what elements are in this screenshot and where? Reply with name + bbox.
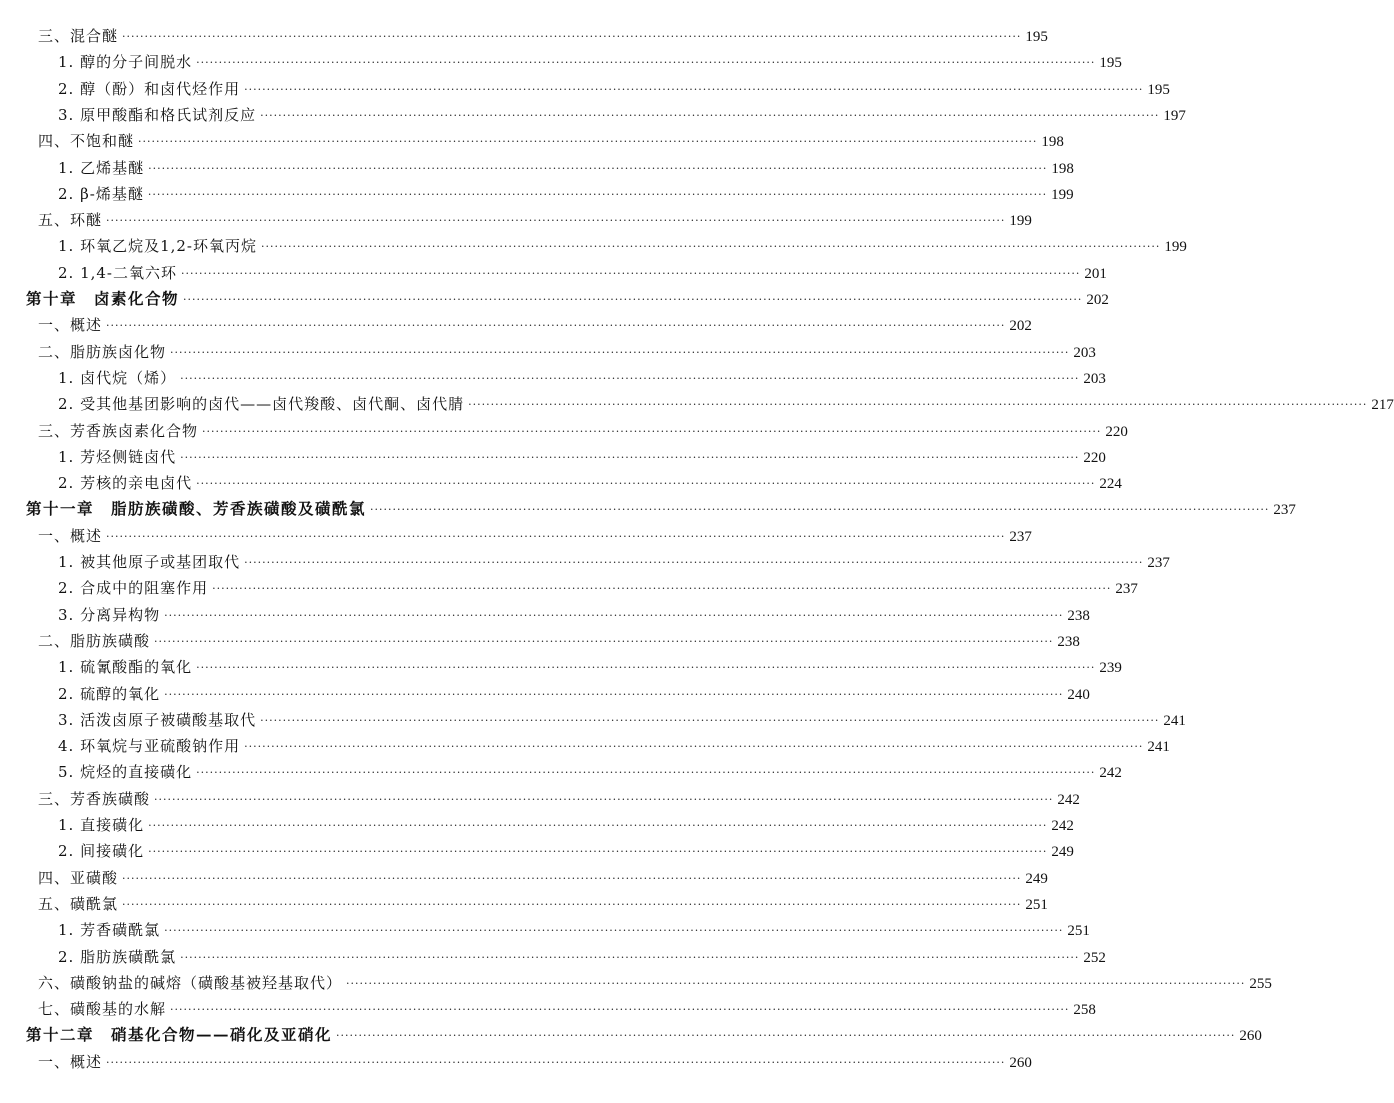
toc-item-row — [0, 730, 1170, 756]
toc-section-row — [0, 862, 1048, 888]
toc-entry-title: 第十二章 硝基化合物——硝化及亚硝化 — [26, 1025, 333, 1045]
toc-entry-title: 三、芳香族卤素化合物 — [38, 421, 199, 440]
toc-page-number: 258 — [1073, 1002, 1096, 1019]
dot-leader: ········································································································································································································ — [147, 187, 1048, 201]
toc-page-number: 237 — [1147, 555, 1170, 571]
toc-entry-title: 三、混合醚 — [38, 27, 119, 45]
toc-entry-title: 二、脂肪族卤化物 — [38, 342, 167, 361]
dot-leader: ········································································································································································································ — [202, 424, 1102, 438]
toc-page-number: 195 — [1147, 81, 1170, 98]
toc-item-row — [0, 178, 1074, 204]
dot-leader: ········································································································································································································ — [164, 608, 1064, 622]
dot-leader: ········································································································································································································ — [154, 792, 1054, 806]
toc-item-row — [0, 441, 1106, 467]
toc-entry-title: 1. 芳烃侧链卤代 — [58, 447, 177, 466]
toc-entry-title: 五、磺酰氯 — [38, 894, 119, 913]
toc-page-number: 201 — [1084, 265, 1107, 282]
toc-page-number: 255 — [1249, 975, 1272, 992]
dot-leader: ········································································································································································································ — [196, 766, 1096, 780]
toc-page-number: 202 — [1086, 292, 1109, 308]
toc-entry-title: 一、概述 — [38, 1052, 103, 1071]
toc-section-row — [0, 125, 1064, 151]
toc-item-row — [0, 599, 1090, 625]
dot-leader: ········································································································································································································ — [180, 450, 1080, 464]
dot-leader: ········································································································································································································ — [106, 1055, 1006, 1069]
toc-chapter-row — [0, 493, 1296, 519]
dot-leader: ········································································································································································································ — [164, 924, 1064, 938]
toc-entry-title: 2. 醇（酚）和卤代烃作用 — [58, 79, 241, 98]
toc-page-number: 242 — [1057, 791, 1080, 808]
toc-entry-title: 2. 1,4-二氧六环 — [58, 263, 178, 282]
toc-item-row — [0, 152, 1074, 178]
toc-section-row — [0, 309, 1032, 335]
dot-leader: ········································································································································································································ — [154, 634, 1054, 648]
toc-section-row — [0, 204, 1032, 230]
toc-item-row — [0, 546, 1170, 572]
dot-leader: ········································································································································································································ — [122, 871, 1022, 885]
toc-item-row — [0, 99, 1186, 125]
toc-item-row — [0, 835, 1074, 861]
toc-page-number: 197 — [1163, 107, 1186, 124]
dot-leader: ········································································································································································································ — [122, 30, 1022, 43]
toc-entry-title: 七、磺酸基的水解 — [38, 1000, 167, 1019]
dot-leader: ········································································································································································································ — [370, 503, 1270, 517]
toc-item-row — [0, 467, 1122, 493]
toc-entry-title: 2. 芳核的亲电卤代 — [58, 474, 193, 493]
toc-entry-title: 一、概述 — [38, 526, 103, 545]
toc-entry-title: 2. 硫醇的氧化 — [58, 684, 161, 703]
toc-entry-title: 一、概述 — [38, 316, 103, 335]
toc-section-row — [0, 993, 1096, 1019]
dot-leader: ········································································································································································································ — [170, 1003, 1070, 1017]
dot-leader: ········································································································································································································ — [106, 214, 1006, 228]
toc-entry-title: 2. β-烯基醚 — [58, 184, 144, 203]
dot-leader: ········································································································································································································ — [346, 976, 1246, 990]
dot-leader: ········································································································································································································ — [244, 740, 1144, 754]
toc-item-row — [0, 704, 1186, 730]
toc-item-row — [0, 941, 1106, 967]
toc-entry-title: 四、亚磺酸 — [38, 868, 119, 887]
toc-page-number: 220 — [1105, 423, 1128, 440]
toc-page-number: 220 — [1083, 449, 1106, 466]
toc-item-row — [0, 914, 1090, 940]
toc-entry-title: 2. 间接磺化 — [58, 842, 145, 861]
toc-page-number: 203 — [1073, 344, 1096, 361]
toc-item-row — [0, 46, 1122, 72]
dot-leader: ········································································································································································································ — [260, 713, 1160, 727]
dot-leader: ········································································································································································································ — [180, 371, 1080, 385]
toc-page-number: 242 — [1099, 765, 1122, 782]
dot-leader: ········································································································································································································ — [106, 529, 1006, 543]
toc-page-number: 237 — [1115, 581, 1138, 598]
toc-entry-title: 1. 芳香磺酰氯 — [58, 921, 161, 940]
toc-entry-title: 第十章 卤素化合物 — [26, 289, 180, 308]
toc-entry-title: 1. 乙烯基醚 — [58, 158, 145, 177]
toc-page-number: 198 — [1041, 134, 1064, 151]
toc-page-number: 237 — [1273, 502, 1296, 519]
dot-leader: ········································································································································································································ — [260, 108, 1160, 122]
toc-section-row — [0, 20, 1048, 46]
toc-entry-title: 三、芳香族磺酸 — [38, 789, 151, 808]
toc-page-number: 199 — [1009, 213, 1032, 230]
toc-entry-title: 3. 活泼卤原子被磺酸基取代 — [58, 710, 257, 729]
toc-entry-title: 2. 合成中的阻塞作用 — [58, 579, 209, 598]
toc-entry-title: 1. 醇的分子间脱水 — [58, 53, 193, 72]
toc-page-number: 238 — [1057, 633, 1080, 650]
dot-leader: ········································································································································································································ — [148, 845, 1048, 859]
dot-leader: ········································································································································································································ — [212, 582, 1112, 596]
toc-page-number: 252 — [1083, 949, 1106, 966]
dot-leader: ········································································································································································································ — [244, 82, 1144, 96]
toc-entry-title: 3. 分离异构物 — [58, 605, 161, 624]
toc-entry-title: 六、磺酸钠盐的碱熔（磺酸基被羟基取代） — [38, 973, 343, 992]
dot-leader: ········································································································································································································ — [170, 345, 1070, 359]
dot-leader: ········································································································································································································ — [196, 56, 1096, 70]
toc-entry-title: 3. 原甲酸酯和格氏试剂反应 — [58, 105, 257, 124]
toc-page-number: 198 — [1051, 160, 1074, 177]
toc-item-row — [0, 388, 1394, 414]
toc-section-row — [0, 520, 1032, 546]
toc-entry-title: 5. 烷烃的直接磺化 — [58, 763, 193, 782]
toc-section-row — [0, 888, 1048, 914]
dot-leader: ········································································································································································································ — [122, 897, 1022, 911]
toc-chapter-row — [0, 283, 1109, 309]
toc-page-number: 195 — [1099, 55, 1122, 72]
dot-leader: ········································································································································································································ — [261, 240, 1161, 254]
dot-leader: ········································································································································································································ — [468, 398, 1368, 412]
toc-page-number: 237 — [1009, 528, 1032, 545]
toc-entry-title: 二、脂肪族磺酸 — [38, 631, 151, 650]
toc-entry-title: 1. 硫氰酸酯的氧化 — [58, 658, 193, 677]
toc-item-row — [0, 809, 1074, 835]
toc-section-row — [0, 967, 1272, 993]
toc-section-row — [0, 1046, 1032, 1072]
toc-page-number: 260 — [1009, 1054, 1032, 1071]
dot-leader: ········································································································································································································ — [148, 819, 1048, 832]
toc-entry-title: 五、环醚 — [38, 211, 103, 230]
dot-leader: ········································································································································································································ — [106, 319, 1006, 333]
toc-section-row — [0, 415, 1128, 441]
toc-entry-title: 第十一章 脂肪族磺酸、芳香族磺酸及磺酰氯 — [26, 499, 367, 519]
toc-page-number: 242 — [1051, 818, 1074, 834]
toc-page-number: 239 — [1099, 660, 1122, 677]
toc-page-number: 241 — [1163, 712, 1186, 729]
toc-page-number: 224 — [1099, 476, 1122, 493]
toc-page-number: 195 — [1025, 29, 1048, 45]
toc-entry-title: 4. 环氧烷与亚硫酸钠作用 — [58, 737, 241, 756]
toc-entry-title: 1. 直接磺化 — [58, 816, 145, 834]
toc-page-number: 249 — [1025, 870, 1048, 887]
toc-section-row — [0, 336, 1096, 362]
toc-entry-title: 2. 脂肪族磺酰氯 — [58, 947, 177, 966]
toc-item-row — [0, 362, 1106, 388]
toc-item-row — [0, 572, 1138, 598]
dot-leader: ········································································································································································································ — [336, 1029, 1236, 1043]
toc-item-row — [0, 756, 1122, 782]
toc-item-row — [0, 651, 1122, 677]
dot-leader: ········································································································································································································ — [180, 950, 1080, 964]
dot-leader: ········································································································································································································ — [244, 556, 1144, 569]
toc-page-number: 251 — [1025, 896, 1048, 913]
dot-leader: ········································································································································································································ — [138, 135, 1038, 149]
toc-page-number: 238 — [1067, 607, 1090, 624]
toc-page-number: 241 — [1147, 739, 1170, 756]
toc-page-number: 203 — [1083, 370, 1106, 387]
toc-item-row — [0, 678, 1090, 704]
toc-section-row — [0, 625, 1080, 651]
dot-leader: ········································································································································································································ — [196, 477, 1096, 491]
toc-page-number: 199 — [1164, 239, 1187, 256]
toc-section-row — [0, 783, 1080, 809]
dot-leader: ········································································································································································································ — [196, 661, 1096, 675]
dot-leader: ········································································································································································································ — [181, 266, 1081, 280]
toc-entry-title: 1. 卤代烷（烯） — [58, 368, 177, 387]
toc-entry-title: 四、不饱和醚 — [38, 132, 135, 151]
toc-page-number: 199 — [1051, 186, 1074, 203]
toc-item-row — [0, 230, 1187, 256]
toc-item-row — [0, 257, 1107, 283]
toc-item-row — [0, 73, 1170, 99]
dot-leader: ········································································································································································································ — [148, 161, 1048, 175]
toc-page-number: 260 — [1239, 1028, 1262, 1045]
toc-entry-title: 1. 环氧乙烷及1,2-环氧丙烷 — [58, 237, 258, 256]
toc-page-number: 251 — [1067, 923, 1090, 940]
toc-chapter-row — [0, 1019, 1262, 1045]
toc-page-number: 202 — [1009, 318, 1032, 335]
toc-page-number: 217 — [1371, 397, 1394, 414]
dot-leader: ········································································································································································································ — [164, 687, 1064, 701]
toc-entry-title: 1. 被其他原子或基团取代 — [58, 553, 241, 571]
dot-leader: ········································································································································································································ — [183, 293, 1083, 306]
toc-page-number: 240 — [1067, 686, 1090, 703]
toc-page-number: 249 — [1051, 844, 1074, 861]
toc-entry-title: 2. 受其他基团影响的卤代——卤代羧酸、卤代酮、卤代腈 — [58, 395, 465, 414]
